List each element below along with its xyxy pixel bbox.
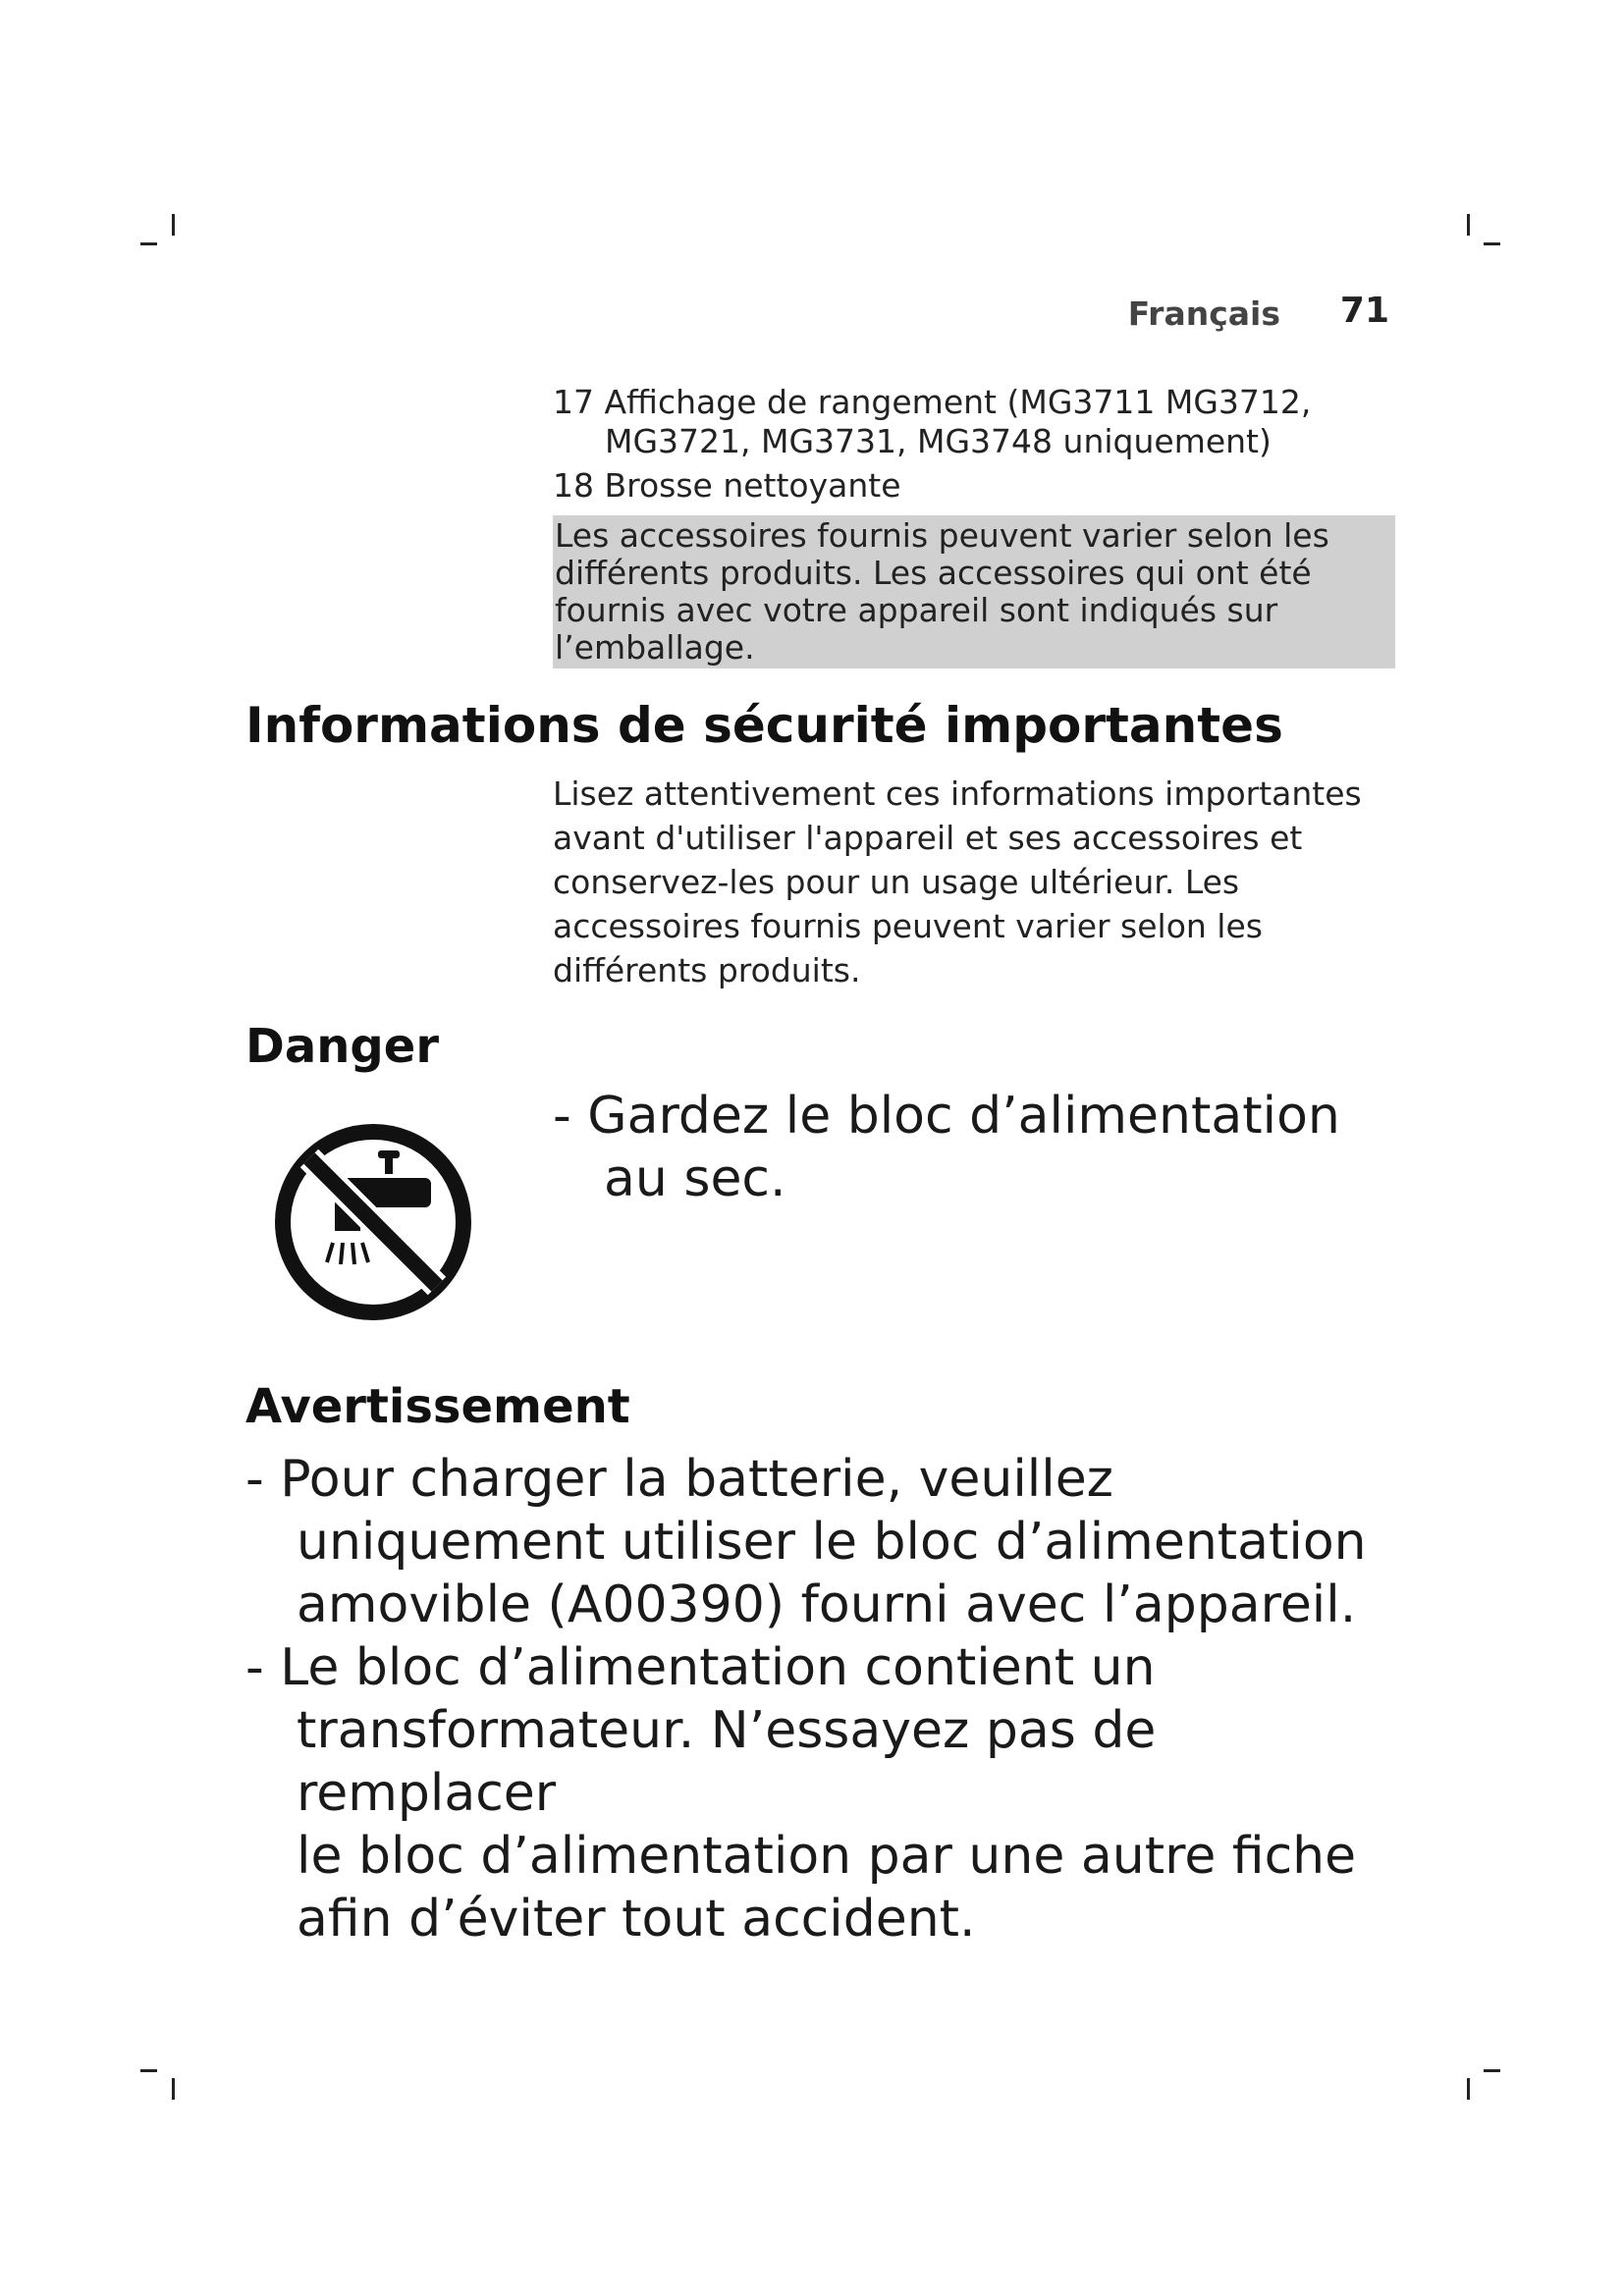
page-language: Français: [1127, 294, 1280, 333]
crop-mark: [140, 2069, 157, 2072]
tap-stem: [385, 1156, 393, 1174]
list-item-line: 17 Affichage de rangement (MG3711 MG3712,: [553, 383, 1312, 421]
crop-mark: [1467, 2078, 1470, 2100]
list-item-line: MG3721, MG3731, MG3748 uniquement): [605, 422, 1272, 460]
list-item: [553, 383, 1311, 461]
accessories-note: Les accessoires fournis peuvent varier selon les différents produits. Les accessoires qui ont été fournis avec votre appareil sont indiqués sur l’emballage.: [553, 515, 1395, 668]
warning-item-line: transformateur. N’essayez pas de remplacer: [297, 1701, 1157, 1823]
list-item-line: 18 Brosse nettoyante: [553, 466, 901, 505]
crop-mark: [1467, 214, 1470, 236]
crop-mark: [140, 242, 157, 245]
list-item: [553, 466, 901, 506]
crop-mark: [1484, 242, 1500, 245]
warning-list: [245, 1448, 1404, 1950]
warning-item-line: afin d’éviter tout accident.: [297, 1890, 976, 1949]
warning-item-line: le bloc d’alimentation par une autre fiche: [297, 1827, 1357, 1886]
warning-item-line: - Le bloc d’alimentation contient un: [245, 1638, 1156, 1697]
warning-item: [245, 1636, 1404, 1950]
warning-item-line: uniquement utiliser le bloc d’alimentation: [297, 1513, 1367, 1572]
water-stream: [352, 1243, 354, 1264]
warning-item-line: - Pour charger la batterie, veuillez: [245, 1450, 1113, 1509]
crop-mark: [172, 2078, 175, 2100]
water-stream: [341, 1243, 343, 1264]
section-heading-safety: Informations de sécurité importantes: [245, 697, 1283, 754]
danger-item-line: au sec.: [604, 1149, 786, 1208]
crop-mark: [172, 214, 175, 236]
section-heading-danger: Danger: [245, 1019, 439, 1074]
warning-item-line: amovible (A00390) fourni avec l’appareil.: [297, 1575, 1357, 1634]
safety-intro: Lisez attentivement ces informations importantes avant d'utiliser l'appareil et ses accessoires et conservez-les pour un usage ultérieur. Les accessoires fournis peuvent varier selon les différents produits.: [553, 774, 1362, 989]
crop-mark: [1484, 2069, 1500, 2072]
no-water-tap-icon: [270, 1119, 476, 1325]
danger-item-line: - Gardez le bloc d’alimentation: [553, 1087, 1340, 1146]
warning-item: [245, 1448, 1404, 1636]
section-heading-warning: Avertissement: [245, 1379, 630, 1434]
danger-item: [553, 1085, 1397, 1210]
page-number: 71: [1339, 291, 1389, 331]
